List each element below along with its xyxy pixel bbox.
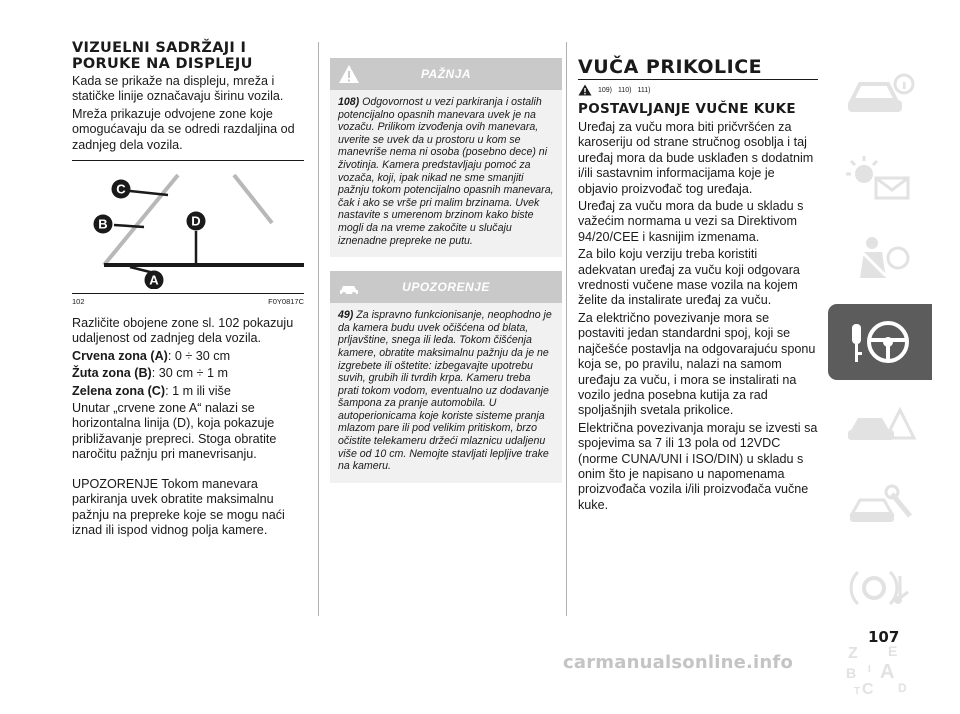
paragraph: Za bilo koju verziju treba koristiti adekvatan uređaj za vuču koji odgovara vrednosti vučene mase vozila na kojem želite da instalirate uređaj za vuču. xyxy=(578,247,800,308)
tab-safety[interactable] xyxy=(828,222,932,298)
ref-number: 109) xyxy=(598,86,613,94)
caution-title: PAŽNJA xyxy=(420,67,472,81)
subheading-hitch-install: POSTAVLJANJE VUČNE KUKE xyxy=(578,101,796,117)
car-hand-icon xyxy=(338,277,360,297)
svg-text:B: B xyxy=(846,665,857,681)
column-divider xyxy=(566,42,567,616)
paragraph: Mreža prikazuje odvojene zone koje omogućavaju da se odredi razdaljina od zadnjeg dela vozila. xyxy=(72,106,295,152)
svg-text:A: A xyxy=(880,661,895,683)
warning-box-header xyxy=(330,271,562,303)
index-letters-icon xyxy=(842,642,918,698)
paragraph: Različite obojene zone sl. 102 pokazuju udaljenost od zadnjeg dela vozila. xyxy=(72,316,294,346)
caution-text: 108) Odgovornost u vezi parkiranja i ostalih potencijalno opasnih manevara uvek je na vozaču. Prilikom izvođenja ovih manevara, uverite se uvek da u prostoru u kom se manevriše nema ni osoba (posebno dece) ni životinja. Kamera predstavljaju pomoć za vozača, koji, ipak nikad ne sme smanjiti pažnju tokom potencijalno opasnih manevara, čak i ako se vrše pri malim brzinama. Uvek nastavite s umerenom brzinom kako biste mogli da na vreme zakočite u slučaju iznenadne prepreke ne putu. xyxy=(338,96,554,247)
paragraph-warning: UPOZORENJE Tokom manevara parkiranja uvek obratite maksimalnu pažnju na prepreke koje se mogu naći iznad ili ispod vidnog polja kamere. xyxy=(72,476,285,537)
section-heading-towing: VUČA PRIKOLICE xyxy=(578,56,763,78)
label-b xyxy=(94,215,113,234)
tab-warning-lights[interactable] xyxy=(828,140,932,216)
warning-lights-icon xyxy=(842,152,918,204)
zone-red: Crvena zona (A): 0 ÷ 30 cm xyxy=(72,348,231,363)
multimedia-icon xyxy=(842,562,918,614)
ref-number: 110) xyxy=(618,86,632,94)
svg-text:I: I xyxy=(868,664,871,675)
paragraph: Za električno povezivanje mora se postaviti jedan standardni spoj, koji se najčešće postavlja na odgovarajuću sponu koja se, po pravilu, nalazi na samom uređaju za vuču, i mora se instalirati na vozilo jedna posebna kutija za rad spoljašnjih svetala prikolice. xyxy=(578,310,816,418)
warning-triangle-icon xyxy=(578,84,592,96)
paragraph: Uređaj za vuču mora biti pričvršćen za karoseriju od strane stručnog osoblja i taj uređaj mora da bude usklađen s dodatnim i/ili sastavnim informacijama koje je objavio proizvođač tog uređaja. xyxy=(578,120,814,196)
svg-text:B: B xyxy=(98,216,108,232)
column-right xyxy=(578,56,818,513)
svg-text:C: C xyxy=(116,181,126,197)
section-heading-display: VIZUELNI SADRŽAJI I PORUKE NA DISPLEJU xyxy=(72,40,253,72)
warning-title: UPOZORENJE xyxy=(402,280,490,295)
caution-box xyxy=(330,58,562,257)
car-info-icon xyxy=(842,70,918,122)
column-middle xyxy=(330,58,562,483)
warning-triangle-icon xyxy=(338,64,360,84)
divider xyxy=(578,79,818,80)
column-left xyxy=(72,40,304,538)
divider xyxy=(72,160,304,161)
paragraph: Kada se prikaže na displeju, mreža i statičke linije označavaju širinu vozila. xyxy=(72,74,284,104)
svg-text:D: D xyxy=(191,213,201,229)
label-d xyxy=(187,212,206,231)
warning-box xyxy=(330,271,562,483)
ref-number: 111) xyxy=(637,86,651,94)
svg-text:T: T xyxy=(854,686,861,697)
zone-green: Zelena zona (C): 1 m ili više xyxy=(72,383,231,398)
column-divider xyxy=(318,42,319,616)
zone-yellow: Žuta zona (B): 30 cm ÷ 1 m xyxy=(72,366,228,381)
references xyxy=(578,84,818,96)
svg-text:E: E xyxy=(888,643,898,659)
breakdown-icon xyxy=(842,398,918,450)
svg-text:A: A xyxy=(149,272,159,288)
page-number: 107 xyxy=(868,628,900,646)
seatbelt-airbag-icon xyxy=(842,234,918,286)
figure-caption xyxy=(72,293,304,306)
figure-number: 102 xyxy=(72,297,85,307)
tab-car-info[interactable] xyxy=(828,58,932,134)
parking-grid-diagram xyxy=(72,169,304,289)
svg-text:C: C xyxy=(862,681,874,698)
watermark: carmanualsonline.info xyxy=(563,652,794,673)
paragraph: Unutar „crvene zone A“ nalazi se horizontalna linija (D), koja pokazuje približavanje prepreci. Stoga obratite naročitu pažnju pri manevrisanju. xyxy=(72,401,277,462)
label-c xyxy=(112,180,131,199)
warning-text: 49) Za ispravno funkcionisanje, neophodno je da kamera budu uvek očišćena od blata, prljavštine, snega ili leda. Tokom čišćenja kamere, obratite maksimalnu pažnju da je ne izgrebete ili oštetite: izbegavajte upotrebu suvih, grubih ili tvrdih krpa. Kameru treba prati tokom vodom, eventualno uz dodavanje šampona za pranje automobila. U autoperionicama koje koriste sisteme pranja mlazom pare ili pod velikim pritiskom, brzo očistite telekameru držeći mlaznicu udaljenu više od 10 cm. Nemojte stavljati lepljive trake na kameru. xyxy=(338,309,552,473)
tab-multimedia[interactable] xyxy=(828,550,932,626)
paragraph: Električna povezivanja moraju se izvesti sa spojevima sa 7 ili 13 pola od 12VDC (norme CUNA/UNI i ISO/DIN) u skladu s onim što je napisano u napomenama proizvođača vozila i/ili proizvođača vučne kuke. xyxy=(578,420,818,512)
label-a xyxy=(145,271,164,290)
tab-starting-driving[interactable] xyxy=(828,304,932,380)
chapter-tabs xyxy=(828,58,932,714)
figure-camera-display xyxy=(72,169,304,289)
wrench-car-icon xyxy=(842,480,918,532)
figure-code: F0Y0817C xyxy=(268,297,304,307)
tab-maintenance[interactable] xyxy=(828,468,932,544)
paragraph: Uređaj za vuču mora da bude u skladu s važećim normama u vezi sa Direktivom 94/20/CEE i kasnijim izmenama. xyxy=(578,199,804,244)
svg-text:D: D xyxy=(898,681,907,695)
tab-emergency[interactable] xyxy=(828,386,932,462)
caution-box-header xyxy=(330,58,562,90)
svg-text:Z: Z xyxy=(848,645,858,662)
steering-key-icon xyxy=(842,316,918,368)
